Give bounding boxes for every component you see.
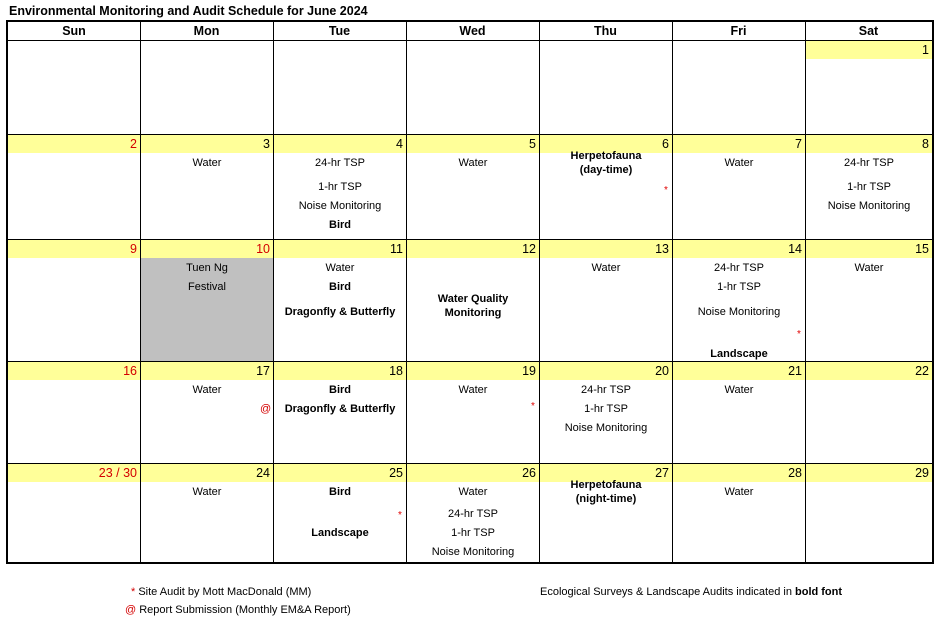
- weekday-header-fri: Fri: [672, 22, 805, 41]
- day-number: 20: [655, 364, 669, 378]
- weekday-header-sat: Sat: [805, 22, 932, 41]
- legend-bold-note: [540, 586, 842, 599]
- day-number: 15: [915, 242, 929, 256]
- day-number: 28: [788, 466, 802, 480]
- event-label: 24-hr TSP: [581, 384, 631, 396]
- event-label: Water: [458, 384, 488, 396]
- column-divider: [805, 22, 806, 562]
- weekday-header-wed: Wed: [406, 22, 539, 41]
- event-label: Water Quality: [437, 293, 509, 305]
- event-label: Water: [724, 157, 754, 169]
- day-number: 23 / 30: [98, 466, 137, 480]
- event-label: Water: [458, 486, 488, 498]
- event-label: (night-time): [575, 493, 637, 505]
- event-label: Water: [854, 262, 884, 274]
- column-divider: [539, 22, 540, 562]
- event-label: Dragonfly & Butterfly: [284, 306, 396, 318]
- calendar-grid: [6, 20, 934, 564]
- event-label: 1-hr TSP: [847, 181, 891, 193]
- row-divider: [8, 134, 932, 135]
- event-label: Bird: [329, 486, 351, 498]
- event-label: 24-hr TSP: [844, 157, 894, 169]
- day-number: 16: [123, 364, 137, 378]
- day-number: 3: [263, 137, 270, 151]
- event-label: Noise Monitoring: [431, 546, 515, 558]
- day-number: 25: [389, 466, 403, 480]
- event-label: Herpetofauna: [570, 479, 642, 491]
- day-number: 26: [522, 466, 536, 480]
- event-label: Noise Monitoring: [298, 200, 382, 212]
- day-number: 12: [522, 242, 536, 256]
- row-divider: [8, 361, 932, 362]
- report-text: Report Submission (Monthly EM&A Report): [139, 604, 351, 616]
- event-label: Water: [724, 384, 754, 396]
- event-label: Landscape: [710, 348, 768, 360]
- event-label: Dragonfly & Butterfly: [284, 403, 396, 415]
- event-label: Monitoring: [444, 307, 502, 319]
- legend-site-audit: [131, 586, 311, 599]
- event-label: 1-hr TSP: [584, 403, 628, 415]
- column-divider: [273, 22, 274, 562]
- day-number: 17: [256, 364, 270, 378]
- event-label: Water: [192, 486, 222, 498]
- event-label: Tuen Ng: [186, 262, 228, 274]
- event-label: Herpetofauna: [570, 150, 642, 162]
- event-label: Bird: [329, 281, 351, 293]
- bold-note-text: Ecological Surveys & Landscape Audits indicated in: [540, 586, 792, 598]
- day-number: 5: [529, 137, 536, 151]
- day-number: 4: [396, 137, 403, 151]
- day-number: 10: [256, 242, 270, 256]
- event-label: Water: [458, 157, 488, 169]
- weekday-header-mon: Mon: [140, 22, 273, 41]
- event-label: Noise Monitoring: [564, 422, 648, 434]
- event-label: Water: [192, 157, 222, 169]
- day-number: 1: [922, 43, 929, 57]
- day-number: 9: [130, 242, 137, 256]
- event-label: Water: [325, 262, 355, 274]
- weekday-header-tue: Tue: [273, 22, 406, 41]
- day-number: 6: [662, 137, 669, 151]
- event-label: Noise Monitoring: [697, 306, 781, 318]
- row-divider: [8, 239, 932, 240]
- event-label: Water: [192, 384, 222, 396]
- event-label: Landscape: [311, 527, 369, 539]
- event-label: 1-hr TSP: [451, 527, 495, 539]
- site-audit-marker: *: [531, 401, 535, 412]
- day-number: 8: [922, 137, 929, 151]
- bold-note-bold: bold font: [795, 586, 843, 598]
- report-marker: @: [260, 403, 272, 415]
- row-divider: [8, 463, 932, 464]
- event-label: 24-hr TSP: [315, 157, 365, 169]
- event-label: Bird: [329, 219, 351, 231]
- day-number: 21: [788, 364, 802, 378]
- day-number: 11: [390, 242, 403, 256]
- site-audit-symbol: *: [131, 586, 136, 598]
- site-audit-text: Site Audit by Mott MacDonald (MM): [138, 586, 312, 598]
- site-audit-marker: *: [797, 329, 801, 340]
- event-label: 24-hr TSP: [448, 508, 498, 520]
- day-number: 2: [130, 137, 137, 151]
- page-title: Environmental Monitoring and Audit Schedule for June 2024: [9, 4, 368, 18]
- event-label: 1-hr TSP: [318, 181, 362, 193]
- event-label: 1-hr TSP: [717, 281, 761, 293]
- day-number: 13: [655, 242, 669, 256]
- event-label: (day-time): [579, 164, 633, 176]
- event-label: 24-hr TSP: [714, 262, 764, 274]
- day-number: 19: [522, 364, 536, 378]
- column-divider: [672, 22, 673, 562]
- event-label: Water: [724, 486, 754, 498]
- day-number: 29: [915, 466, 929, 480]
- day-number: 18: [389, 364, 403, 378]
- day-number: 7: [795, 137, 802, 151]
- day-number: 24: [256, 466, 270, 480]
- event-label: Noise Monitoring: [827, 200, 911, 212]
- event-label: Bird: [329, 384, 351, 396]
- column-divider: [406, 22, 407, 562]
- site-audit-marker: *: [398, 510, 402, 521]
- weekday-header-sun: Sun: [8, 22, 140, 41]
- day-number: 27: [655, 466, 669, 480]
- weekday-header-thu: Thu: [539, 22, 672, 41]
- column-divider: [140, 22, 141, 562]
- day-number: 22: [915, 364, 929, 378]
- event-label: Water: [591, 262, 621, 274]
- report-symbol: @: [125, 604, 137, 616]
- legend-report: [125, 604, 351, 617]
- event-label: Festival: [188, 281, 226, 293]
- day-number: 14: [788, 242, 802, 256]
- site-audit-marker: *: [664, 185, 668, 196]
